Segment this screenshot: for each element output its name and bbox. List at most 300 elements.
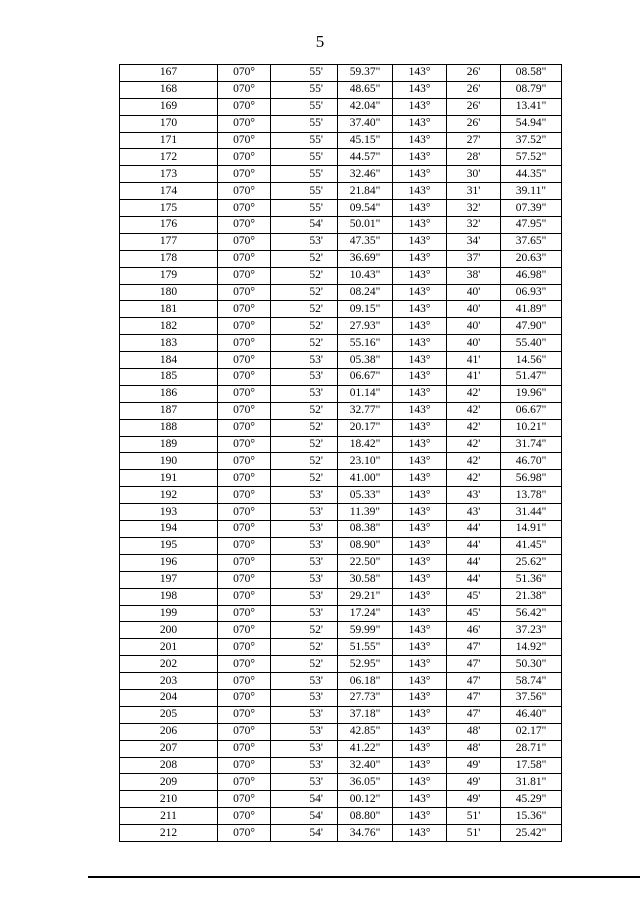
lon-minutes-cell: 26' [447, 115, 501, 132]
table-row [120, 639, 562, 656]
lon-seconds-cell: 37.23" [501, 622, 562, 639]
lat-minutes-cell: 55' [271, 65, 338, 82]
lat-degrees-cell: 070° [218, 81, 271, 98]
lon-degrees-cell: 143° [393, 470, 447, 487]
lon-minutes-cell: 26' [447, 98, 501, 115]
lon-degrees-cell: 143° [393, 571, 447, 588]
lat-minutes-cell: 52' [271, 301, 338, 318]
lat-seconds-cell: 50.01" [338, 217, 393, 234]
lon-seconds-cell: 06.67" [501, 402, 562, 419]
lat-seconds-cell: 30.58" [338, 571, 393, 588]
lat-minutes-cell: 53' [271, 369, 338, 386]
lat-minutes-cell: 53' [271, 571, 338, 588]
lon-seconds-cell: 25.42" [501, 825, 562, 842]
lat-minutes-cell: 53' [271, 352, 338, 369]
lat-seconds-cell: 08.80" [338, 808, 393, 825]
lat-minutes-cell: 53' [271, 723, 338, 740]
lat-minutes-cell: 53' [271, 605, 338, 622]
lon-degrees-cell: 143° [393, 453, 447, 470]
lat-seconds-cell: 45.15" [338, 132, 393, 149]
lat-degrees-cell: 070° [218, 571, 271, 588]
lon-degrees-cell: 143° [393, 369, 447, 386]
lat-minutes-cell: 52' [271, 470, 338, 487]
lon-degrees-cell: 143° [393, 774, 447, 791]
table-row [120, 656, 562, 673]
lat-seconds-cell: 59.99" [338, 622, 393, 639]
lat-minutes-cell: 52' [271, 250, 338, 267]
lat-degrees-cell: 070° [218, 605, 271, 622]
lat-minutes-cell: 52' [271, 267, 338, 284]
lon-minutes-cell: 26' [447, 81, 501, 98]
lon-degrees-cell: 143° [393, 436, 447, 453]
point-number-cell: 202 [120, 656, 218, 673]
lon-minutes-cell: 44' [447, 537, 501, 554]
lat-degrees-cell: 070° [218, 402, 271, 419]
lon-degrees-cell: 143° [393, 791, 447, 808]
table-row [120, 335, 562, 352]
lat-degrees-cell: 070° [218, 588, 271, 605]
lat-degrees-cell: 070° [218, 166, 271, 183]
lon-minutes-cell: 42' [447, 419, 501, 436]
point-number-cell: 197 [120, 571, 218, 588]
point-number-cell: 167 [120, 65, 218, 82]
lat-seconds-cell: 42.85" [338, 723, 393, 740]
lat-minutes-cell: 52' [271, 335, 338, 352]
lon-degrees-cell: 143° [393, 656, 447, 673]
lon-seconds-cell: 46.98" [501, 267, 562, 284]
lon-seconds-cell: 20.63" [501, 250, 562, 267]
lat-degrees-cell: 070° [218, 639, 271, 656]
lat-seconds-cell: 42.04" [338, 98, 393, 115]
lon-degrees-cell: 143° [393, 521, 447, 538]
point-number-cell: 194 [120, 521, 218, 538]
lon-minutes-cell: 46' [447, 622, 501, 639]
lat-minutes-cell: 53' [271, 521, 338, 538]
lon-seconds-cell: 50.30" [501, 656, 562, 673]
lat-minutes-cell: 52' [271, 436, 338, 453]
point-number-cell: 187 [120, 402, 218, 419]
lon-degrees-cell: 143° [393, 673, 447, 690]
lat-degrees-cell: 070° [218, 521, 271, 538]
lon-minutes-cell: 34' [447, 233, 501, 250]
lat-seconds-cell: 55.16" [338, 335, 393, 352]
lat-degrees-cell: 070° [218, 740, 271, 757]
lat-seconds-cell: 10.43" [338, 267, 393, 284]
lon-seconds-cell: 51.36" [501, 571, 562, 588]
lon-seconds-cell: 37.56" [501, 689, 562, 706]
lat-degrees-cell: 070° [218, 673, 271, 690]
table-row [120, 487, 562, 504]
lon-minutes-cell: 42' [447, 436, 501, 453]
lon-minutes-cell: 41' [447, 352, 501, 369]
point-number-cell: 184 [120, 352, 218, 369]
lon-seconds-cell: 55.40" [501, 335, 562, 352]
point-number-cell: 172 [120, 149, 218, 166]
lon-seconds-cell: 56.98" [501, 470, 562, 487]
lat-seconds-cell: 17.24" [338, 605, 393, 622]
lon-degrees-cell: 143° [393, 757, 447, 774]
lon-minutes-cell: 47' [447, 706, 501, 723]
lon-minutes-cell: 47' [447, 656, 501, 673]
lat-seconds-cell: 05.33" [338, 487, 393, 504]
lon-seconds-cell: 58.74" [501, 673, 562, 690]
lat-degrees-cell: 070° [218, 706, 271, 723]
lon-minutes-cell: 42' [447, 385, 501, 402]
table-row [120, 622, 562, 639]
lat-minutes-cell: 54' [271, 791, 338, 808]
lon-degrees-cell: 143° [393, 149, 447, 166]
table-row [120, 352, 562, 369]
lat-minutes-cell: 52' [271, 639, 338, 656]
table-row [120, 233, 562, 250]
lat-seconds-cell: 08.24" [338, 284, 393, 301]
lat-seconds-cell: 32.77" [338, 402, 393, 419]
lon-minutes-cell: 47' [447, 689, 501, 706]
lon-seconds-cell: 45.29" [501, 791, 562, 808]
lon-degrees-cell: 143° [393, 402, 447, 419]
lon-minutes-cell: 51' [447, 808, 501, 825]
point-number-cell: 201 [120, 639, 218, 656]
lon-degrees-cell: 143° [393, 352, 447, 369]
table-row [120, 470, 562, 487]
table-row [120, 706, 562, 723]
table-row [120, 149, 562, 166]
lat-degrees-cell: 070° [218, 98, 271, 115]
lat-seconds-cell: 48.65" [338, 81, 393, 98]
lon-minutes-cell: 48' [447, 723, 501, 740]
lat-degrees-cell: 070° [218, 65, 271, 82]
table-row [120, 740, 562, 757]
lon-minutes-cell: 27' [447, 132, 501, 149]
lon-minutes-cell: 42' [447, 470, 501, 487]
lon-degrees-cell: 143° [393, 385, 447, 402]
table-row [120, 115, 562, 132]
lon-seconds-cell: 13.78" [501, 487, 562, 504]
lon-degrees-cell: 143° [393, 740, 447, 757]
lon-seconds-cell: 37.65" [501, 233, 562, 250]
lat-minutes-cell: 53' [271, 487, 338, 504]
point-number-cell: 206 [120, 723, 218, 740]
lon-seconds-cell: 19.96" [501, 385, 562, 402]
point-number-cell: 205 [120, 706, 218, 723]
table-row [120, 825, 562, 842]
lon-seconds-cell: 31.44" [501, 504, 562, 521]
lon-seconds-cell: 28.71" [501, 740, 562, 757]
lon-seconds-cell: 25.62" [501, 554, 562, 571]
lon-seconds-cell: 02.17" [501, 723, 562, 740]
lat-seconds-cell: 22.50" [338, 554, 393, 571]
table-row [120, 267, 562, 284]
table-row [120, 673, 562, 690]
table-row [120, 402, 562, 419]
lat-seconds-cell: 20.17" [338, 419, 393, 436]
lon-degrees-cell: 143° [393, 622, 447, 639]
point-number-cell: 195 [120, 537, 218, 554]
lat-seconds-cell: 59.37" [338, 65, 393, 82]
point-number-cell: 207 [120, 740, 218, 757]
point-number-cell: 190 [120, 453, 218, 470]
table-row [120, 571, 562, 588]
point-number-cell: 200 [120, 622, 218, 639]
lon-degrees-cell: 143° [393, 723, 447, 740]
lon-seconds-cell: 31.81" [501, 774, 562, 791]
lon-seconds-cell: 08.58" [501, 65, 562, 82]
lat-seconds-cell: 37.18" [338, 706, 393, 723]
lon-seconds-cell: 37.52" [501, 132, 562, 149]
lon-minutes-cell: 30' [447, 166, 501, 183]
lat-degrees-cell: 070° [218, 369, 271, 386]
lon-degrees-cell: 143° [393, 335, 447, 352]
point-number-cell: 173 [120, 166, 218, 183]
lon-minutes-cell: 44' [447, 571, 501, 588]
table-row [120, 65, 562, 82]
lon-seconds-cell: 21.38" [501, 588, 562, 605]
lat-minutes-cell: 52' [271, 318, 338, 335]
lat-degrees-cell: 070° [218, 318, 271, 335]
lat-seconds-cell: 08.38" [338, 521, 393, 538]
lat-seconds-cell: 00.12" [338, 791, 393, 808]
lon-seconds-cell: 13.41" [501, 98, 562, 115]
page-bottom-rule [88, 876, 640, 878]
lon-degrees-cell: 143° [393, 706, 447, 723]
lon-seconds-cell: 41.89" [501, 301, 562, 318]
lon-minutes-cell: 42' [447, 453, 501, 470]
lat-degrees-cell: 070° [218, 284, 271, 301]
lat-degrees-cell: 070° [218, 537, 271, 554]
lat-minutes-cell: 52' [271, 419, 338, 436]
lat-degrees-cell: 070° [218, 250, 271, 267]
lat-degrees-cell: 070° [218, 132, 271, 149]
lat-degrees-cell: 070° [218, 183, 271, 200]
lon-minutes-cell: 45' [447, 605, 501, 622]
lat-degrees-cell: 070° [218, 825, 271, 842]
lat-seconds-cell: 37.40" [338, 115, 393, 132]
table-row [120, 774, 562, 791]
table-row [120, 689, 562, 706]
table-row [120, 419, 562, 436]
point-number-cell: 204 [120, 689, 218, 706]
point-number-cell: 209 [120, 774, 218, 791]
lat-seconds-cell: 41.22" [338, 740, 393, 757]
lon-seconds-cell: 14.91" [501, 521, 562, 538]
lat-seconds-cell: 01.14" [338, 385, 393, 402]
lat-degrees-cell: 070° [218, 115, 271, 132]
point-number-cell: 196 [120, 554, 218, 571]
lon-degrees-cell: 143° [393, 639, 447, 656]
lon-minutes-cell: 45' [447, 588, 501, 605]
point-number-cell: 211 [120, 808, 218, 825]
lon-minutes-cell: 44' [447, 521, 501, 538]
lon-degrees-cell: 143° [393, 808, 447, 825]
lat-seconds-cell: 06.67" [338, 369, 393, 386]
lon-minutes-cell: 38' [447, 267, 501, 284]
lat-seconds-cell: 41.00" [338, 470, 393, 487]
lat-minutes-cell: 53' [271, 233, 338, 250]
lon-minutes-cell: 40' [447, 318, 501, 335]
lat-minutes-cell: 55' [271, 132, 338, 149]
point-number-cell: 175 [120, 200, 218, 217]
lat-seconds-cell: 52.95" [338, 656, 393, 673]
table-row [120, 723, 562, 740]
lat-degrees-cell: 070° [218, 689, 271, 706]
point-number-cell: 169 [120, 98, 218, 115]
lon-minutes-cell: 26' [447, 65, 501, 82]
lat-seconds-cell: 29.21" [338, 588, 393, 605]
lat-seconds-cell: 18.42" [338, 436, 393, 453]
lon-degrees-cell: 143° [393, 605, 447, 622]
lat-degrees-cell: 070° [218, 301, 271, 318]
lon-degrees-cell: 143° [393, 115, 447, 132]
lat-degrees-cell: 070° [218, 352, 271, 369]
lon-minutes-cell: 51' [447, 825, 501, 842]
lat-minutes-cell: 53' [271, 504, 338, 521]
lon-minutes-cell: 48' [447, 740, 501, 757]
lon-degrees-cell: 143° [393, 825, 447, 842]
lon-degrees-cell: 143° [393, 554, 447, 571]
point-number-cell: 177 [120, 233, 218, 250]
lat-degrees-cell: 070° [218, 791, 271, 808]
lat-seconds-cell: 36.05" [338, 774, 393, 791]
lon-degrees-cell: 143° [393, 419, 447, 436]
point-number-cell: 170 [120, 115, 218, 132]
point-number-cell: 192 [120, 487, 218, 504]
point-number-cell: 212 [120, 825, 218, 842]
lat-minutes-cell: 53' [271, 537, 338, 554]
point-number-cell: 186 [120, 385, 218, 402]
lon-degrees-cell: 143° [393, 588, 447, 605]
lon-degrees-cell: 143° [393, 689, 447, 706]
lat-minutes-cell: 55' [271, 200, 338, 217]
point-number-cell: 185 [120, 369, 218, 386]
lon-degrees-cell: 143° [393, 81, 447, 98]
lon-seconds-cell: 39.11" [501, 183, 562, 200]
point-number-cell: 193 [120, 504, 218, 521]
lat-degrees-cell: 070° [218, 217, 271, 234]
lat-minutes-cell: 55' [271, 183, 338, 200]
lat-minutes-cell: 52' [271, 402, 338, 419]
lon-degrees-cell: 143° [393, 98, 447, 115]
point-number-cell: 191 [120, 470, 218, 487]
lat-degrees-cell: 070° [218, 487, 271, 504]
lon-seconds-cell: 07.39" [501, 200, 562, 217]
lat-minutes-cell: 53' [271, 740, 338, 757]
lat-minutes-cell: 53' [271, 588, 338, 605]
lon-seconds-cell: 41.45" [501, 537, 562, 554]
point-number-cell: 180 [120, 284, 218, 301]
lon-minutes-cell: 37' [447, 250, 501, 267]
lat-minutes-cell: 55' [271, 98, 338, 115]
lat-seconds-cell: 34.76" [338, 825, 393, 842]
lon-degrees-cell: 143° [393, 65, 447, 82]
lat-minutes-cell: 54' [271, 825, 338, 842]
lon-minutes-cell: 32' [447, 200, 501, 217]
lat-degrees-cell: 070° [218, 723, 271, 740]
lon-minutes-cell: 41' [447, 369, 501, 386]
lon-degrees-cell: 143° [393, 267, 447, 284]
lat-degrees-cell: 070° [218, 267, 271, 284]
lat-minutes-cell: 52' [271, 622, 338, 639]
lat-seconds-cell: 44.57" [338, 149, 393, 166]
lon-minutes-cell: 43' [447, 504, 501, 521]
point-number-cell: 176 [120, 217, 218, 234]
lat-seconds-cell: 09.54" [338, 200, 393, 217]
lon-seconds-cell: 14.92" [501, 639, 562, 656]
lat-minutes-cell: 55' [271, 81, 338, 98]
lat-degrees-cell: 070° [218, 419, 271, 436]
lat-seconds-cell: 27.73" [338, 689, 393, 706]
lon-degrees-cell: 143° [393, 217, 447, 234]
lon-seconds-cell: 57.52" [501, 149, 562, 166]
lon-degrees-cell: 143° [393, 504, 447, 521]
table-row [120, 217, 562, 234]
lat-minutes-cell: 55' [271, 115, 338, 132]
table-row [120, 301, 562, 318]
lat-degrees-cell: 070° [218, 656, 271, 673]
lon-minutes-cell: 49' [447, 757, 501, 774]
table-row [120, 98, 562, 115]
lon-seconds-cell: 46.40" [501, 706, 562, 723]
table-row [120, 200, 562, 217]
lat-minutes-cell: 52' [271, 284, 338, 301]
lat-degrees-cell: 070° [218, 453, 271, 470]
lon-seconds-cell: 17.58" [501, 757, 562, 774]
point-number-cell: 208 [120, 757, 218, 774]
lat-degrees-cell: 070° [218, 385, 271, 402]
lat-minutes-cell: 54' [271, 808, 338, 825]
lon-minutes-cell: 31' [447, 183, 501, 200]
lat-seconds-cell: 36.69" [338, 250, 393, 267]
lon-degrees-cell: 143° [393, 318, 447, 335]
table-row [120, 436, 562, 453]
lon-minutes-cell: 49' [447, 791, 501, 808]
lat-degrees-cell: 070° [218, 470, 271, 487]
lon-seconds-cell: 14.56" [501, 352, 562, 369]
lon-degrees-cell: 143° [393, 250, 447, 267]
lon-degrees-cell: 143° [393, 233, 447, 250]
lat-seconds-cell: 32.40" [338, 757, 393, 774]
lon-degrees-cell: 143° [393, 301, 447, 318]
lon-degrees-cell: 143° [393, 166, 447, 183]
lon-seconds-cell: 06.93" [501, 284, 562, 301]
table-row [120, 132, 562, 149]
point-number-cell: 199 [120, 605, 218, 622]
lat-degrees-cell: 070° [218, 200, 271, 217]
point-number-cell: 174 [120, 183, 218, 200]
lat-minutes-cell: 53' [271, 757, 338, 774]
lat-degrees-cell: 070° [218, 436, 271, 453]
lat-minutes-cell: 53' [271, 774, 338, 791]
point-number-cell: 171 [120, 132, 218, 149]
lat-degrees-cell: 070° [218, 233, 271, 250]
table-row [120, 318, 562, 335]
point-number-cell: 188 [120, 419, 218, 436]
point-number-cell: 182 [120, 318, 218, 335]
point-number-cell: 203 [120, 673, 218, 690]
lat-minutes-cell: 55' [271, 166, 338, 183]
table-row [120, 757, 562, 774]
lon-degrees-cell: 143° [393, 183, 447, 200]
table-row [120, 250, 562, 267]
lat-seconds-cell: 21.84" [338, 183, 393, 200]
table-row [120, 385, 562, 402]
table-row [120, 504, 562, 521]
coordinates-table-body [120, 65, 562, 842]
lat-seconds-cell: 05.38" [338, 352, 393, 369]
coordinates-table [119, 64, 562, 842]
table-row [120, 521, 562, 538]
lat-degrees-cell: 070° [218, 757, 271, 774]
lat-degrees-cell: 070° [218, 622, 271, 639]
